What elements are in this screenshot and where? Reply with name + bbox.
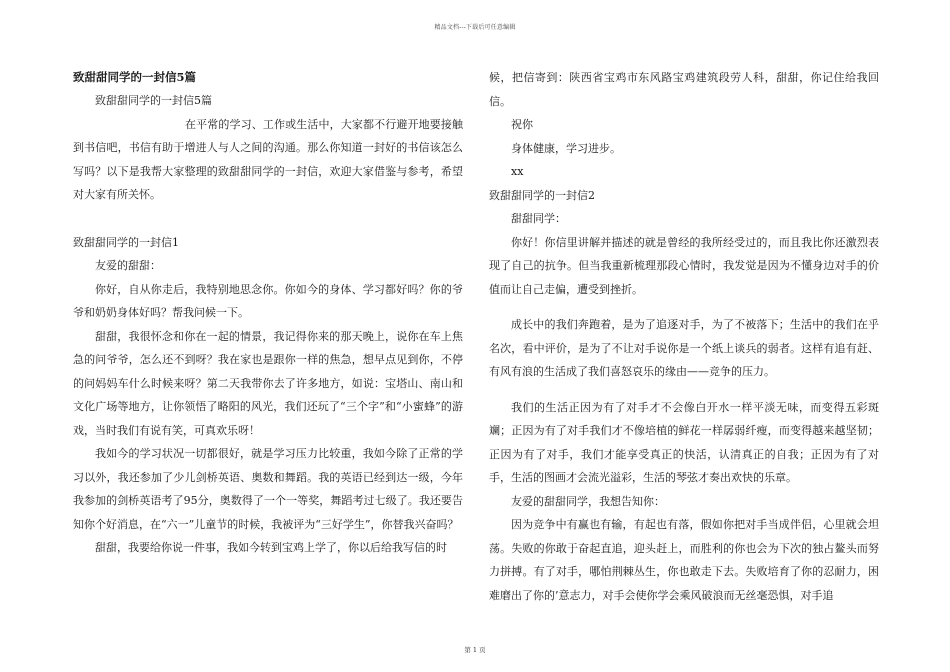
paragraph: 甜甜，我很怀念和你在一起的情景，我记得你来的那天晚上，说你在车上焦急的问爷爷，怎么还不到呀？我在家也是跟你一样的焦急，想早点见到你，不停的问妈妈车什么时候来呀？第二天我带你去了许多地方，如说：宝塔山、南山和文化广场等地方，让你领悟了略阳的风光，我们还玩了“三个字”和“小蜜蜂”的游戏，当时我们有说有笑，可真欢乐呀！ bbox=[73, 329, 463, 437]
paragraph: 你好，自从你走后，我特别地思念你。你如今的身体、学习都好吗？你的爷爷和奶奶身体好吗？帮我问候一下。 bbox=[73, 282, 463, 319]
paragraph: 友爱的甜甜同学，我想告知你： bbox=[511, 494, 665, 508]
letter1-title: 致甜甜同学的一封信1 bbox=[73, 235, 179, 249]
paragraph: 成长中的我们奔跑着，是为了追逐对手，为了不被落下；生活中的我们在乎名次，看中评价，是为了不让对手说你是一个纸上谈兵的弱者。这样有追有赶、有风有浪的生活成了我们喜怒哀乐的缘由——竞争的压力。 bbox=[489, 318, 879, 378]
letter1-salutation: 友爱的甜甜： bbox=[95, 259, 161, 272]
paragraph: 我如今的学习状况一切都很好，就是学习压力比较重，我如今除了正常的学习以外，我还参加了少儿剑桥英语、奥数和舞蹈。我的英语已经到达一级，今年我参加的剑桥英语考了95分，奥数得了一个一等奖，舞蹈考过七级了。我还要告知你个好消息，在“六一”儿童节的时候，我被评为“三好学生”，你替我兴奋吗？ bbox=[73, 447, 463, 531]
paragraph: 因为竞争中有赢也有输，有起也有落，假如你把对手当成伴侣，心里就会坦荡。失败的你敢于奋起直追，迎头赶上，而胜利的你也会为下次的独占鳌头而努力拼搏。有了对手，哪怕荆棘丛生，你也敢走下去。失败培育了你的忍耐力，困难磨出了你的’意志力，对手会使你学会乘风破浪而无丝毫恐惧，对手追 bbox=[489, 518, 879, 602]
paragraph: 你好！你信里讲解并描述的就是曾经的我所经受过的，而且我比你还激烈表现了自己的抗争。但当我重新梳理那段心情时，我发觉是因为不懂身边对手的价值而让自己走偏，遭受到挫折。 bbox=[489, 235, 879, 296]
right-column bbox=[489, 66, 879, 607]
spacer bbox=[489, 384, 879, 396]
paragraph: 我们的生活正因为有了对手才不会像白开水一样平淡无味，而变得五彩斑斓；正因为有了对手我们才不像培植的鲜花一样孱弱纤瘦，而变得越来越坚韧；正因为有了对手，我们才能享受真正的快活，认清真正的自我；正因为有了对手，生活的图画才会流光溢彩，生活的琴弦才奏出欢快的乐章。 bbox=[489, 400, 879, 484]
paragraph: 甜甜，我要给你说一件事，我如今转到宝鸡上学了，你以后给我写信的时 bbox=[95, 541, 447, 554]
closing-health: 身体健康，学习进步。 bbox=[511, 141, 621, 155]
letter2-salutation: 甜甜同学： bbox=[511, 212, 566, 225]
paragraph: 候，把信寄到：陕西省宝鸡市东风路宝鸡建筑段劳人科，甜甜，你记住给我回信。 bbox=[489, 71, 879, 108]
signature: xx bbox=[511, 165, 524, 178]
spacer bbox=[489, 301, 879, 313]
closing-wish: 祝你 bbox=[511, 118, 533, 131]
intro-paragraph: 在平常的学习、工作或生活中，大家都不行避开地要接触到书信吧，书信有助于增进人与人之间的沟通。那么你知道一封好的书信该怎么写吗？以下是我帮大家整理的致甜甜同学的一封信，欢迎大家借鉴与参考，希望对大家有所关怀。 bbox=[73, 117, 463, 201]
document-title: 致甜甜同学的一封信5篇 bbox=[73, 70, 197, 84]
document-subtitle: 致甜甜同学的一封信5篇 bbox=[95, 94, 212, 107]
page-footer: 第 1 页 bbox=[464, 646, 486, 654]
letter2-title: 致甜甜同学的一封信2 bbox=[489, 188, 595, 202]
spacer bbox=[73, 207, 463, 231]
left-column bbox=[73, 66, 463, 560]
page-header: 精品文档---下载后可任意编辑 bbox=[434, 24, 516, 31]
